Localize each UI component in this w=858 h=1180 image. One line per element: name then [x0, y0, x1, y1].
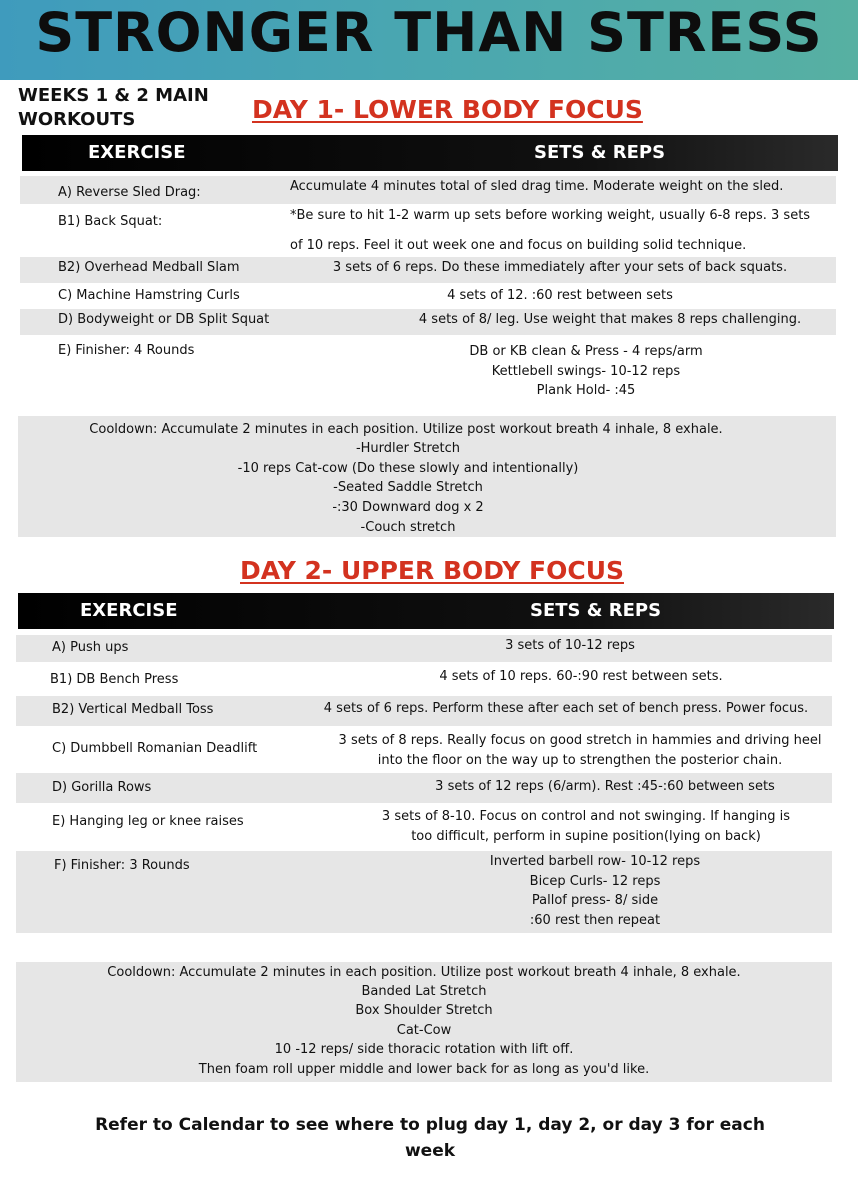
header-sets-reps: SETS & REPS [534, 142, 666, 163]
cooldown-line: Cooldown: Accumulate 2 minutes in each position. Utilize post workout breath 4 inhale, 8 exhale. [89, 422, 723, 437]
footer-note [80, 1112, 780, 1164]
cooldown-line: -10 reps Cat-cow (Do these slowly and intentionally) [237, 461, 579, 476]
exercise-detail: Plank Hold- :45 [536, 383, 636, 398]
exercise-name: B1) DB Bench Press [50, 672, 179, 687]
exercise-detail: 4 sets of 8/ leg. Use weight that makes 8 reps challenging. [418, 312, 802, 327]
exercise-detail: Kettlebell swings- 10-12 reps [491, 364, 681, 379]
cooldown-line: Box Shoulder Stretch [355, 1003, 493, 1018]
exercise-detail: :60 rest then repeat [529, 913, 661, 928]
weeks-label-line: WEEKS 1 & 2 MAIN [18, 85, 209, 106]
exercise-detail: 4 sets of 10 reps. 60-:90 rest between sets. [439, 669, 723, 684]
page-title: STRONGER THAN STRESS [35, 1, 823, 64]
exercise-detail: into the floor on the way up to strengthen the posterior chain. [377, 753, 783, 768]
exercise-name: C) Machine Hamstring Curls [58, 288, 240, 303]
exercise-name: A) Reverse Sled Drag: [58, 185, 201, 200]
exercise-name: B2) Overhead Medball Slam [58, 260, 240, 275]
exercise-name: F) Finisher: 3 Rounds [54, 858, 190, 873]
day1-table-header [22, 135, 838, 171]
exercise-detail: too difficult, perform in supine position(lying on back) [411, 829, 761, 844]
exercise-detail: Accumulate 4 minutes total of sled drag time. Moderate weight on the sled. [290, 179, 784, 194]
exercise-detail: 4 sets of 12. :60 rest between sets [447, 288, 673, 303]
exercise-detail: Inverted barbell row- 10-12 reps [489, 854, 701, 869]
cooldown-line: Cat-Cow [396, 1023, 452, 1038]
cooldown-line: Cooldown: Accumulate 2 minutes in each position. Utilize post workout breath 4 inhale, 8 exhale. [107, 965, 741, 980]
exercise-name: E) Hanging leg or knee raises [52, 814, 244, 829]
weeks-label [18, 84, 209, 132]
cooldown-line: -Seated Saddle Stretch [333, 480, 483, 495]
day2-table-header [18, 593, 834, 629]
exercise-detail: 3 sets of 12 reps (6/arm). Rest :45-:60 between sets [435, 779, 775, 794]
cooldown-line: -:30 Downward dog x 2 [332, 500, 484, 515]
day2-title: DAY 2- UPPER BODY FOCUS [240, 556, 624, 585]
exercise-name: D) Bodyweight or DB Split Squat [58, 312, 270, 327]
exercise-name: C) Dumbbell Romanian Deadlift [52, 741, 258, 756]
cooldown-line: -Hurdler Stretch [355, 441, 461, 456]
exercise-detail: Pallof press- 8/ side [531, 893, 659, 908]
weeks-label-line: WORKOUTS [18, 109, 136, 130]
exercise-detail: 3 sets of 10-12 reps [505, 638, 635, 653]
cooldown-line: 10 -12 reps/ side thoracic rotation with lift off. [274, 1042, 574, 1057]
cooldown-line: Then foam roll upper middle and lower back for as long as you'd like. [198, 1062, 650, 1077]
exercise-detail: 4 sets of 6 reps. Perform these after each set of bench press. Power focus. [323, 701, 809, 716]
exercise-detail: DB or KB clean & Press - 4 reps/arm [469, 344, 703, 359]
exercise-detail: Bicep Curls- 12 reps [529, 874, 661, 889]
header-exercise: EXERCISE [88, 142, 186, 163]
exercise-name: D) Gorilla Rows [52, 780, 152, 795]
exercise-detail: 3 sets of 8-10. Focus on control and not swinging. If hanging is [381, 809, 791, 824]
header-exercise: EXERCISE [80, 600, 178, 621]
cooldown-line: Banded Lat Stretch [361, 984, 487, 999]
exercise-name: B1) Back Squat: [58, 214, 163, 229]
header-sets-reps: SETS & REPS [530, 600, 662, 621]
footer-line: Refer to Calendar to see where to plug day 1, day 2, or day 3 for each [95, 1115, 765, 1135]
exercise-detail: 3 sets of 8 reps. Really focus on good stretch in hammies and driving heel [338, 733, 822, 748]
day1-title: DAY 1- LOWER BODY FOCUS [252, 95, 643, 124]
exercise-name: A) Push ups [52, 640, 129, 655]
exercise-detail: *Be sure to hit 1-2 warm up sets before working weight, usually 6-8 reps. 3 sets [290, 208, 811, 223]
exercise-name: B2) Vertical Medball Toss [52, 702, 214, 717]
exercise-name: E) Finisher: 4 Rounds [58, 343, 195, 358]
exercise-detail: 3 sets of 6 reps. Do these immediately after your sets of back squats. [332, 260, 788, 275]
exercise-detail: of 10 reps. Feel it out week one and focus on building solid technique. [290, 238, 747, 253]
footer-line: week [404, 1141, 456, 1161]
cooldown-line: -Couch stretch [360, 520, 456, 535]
